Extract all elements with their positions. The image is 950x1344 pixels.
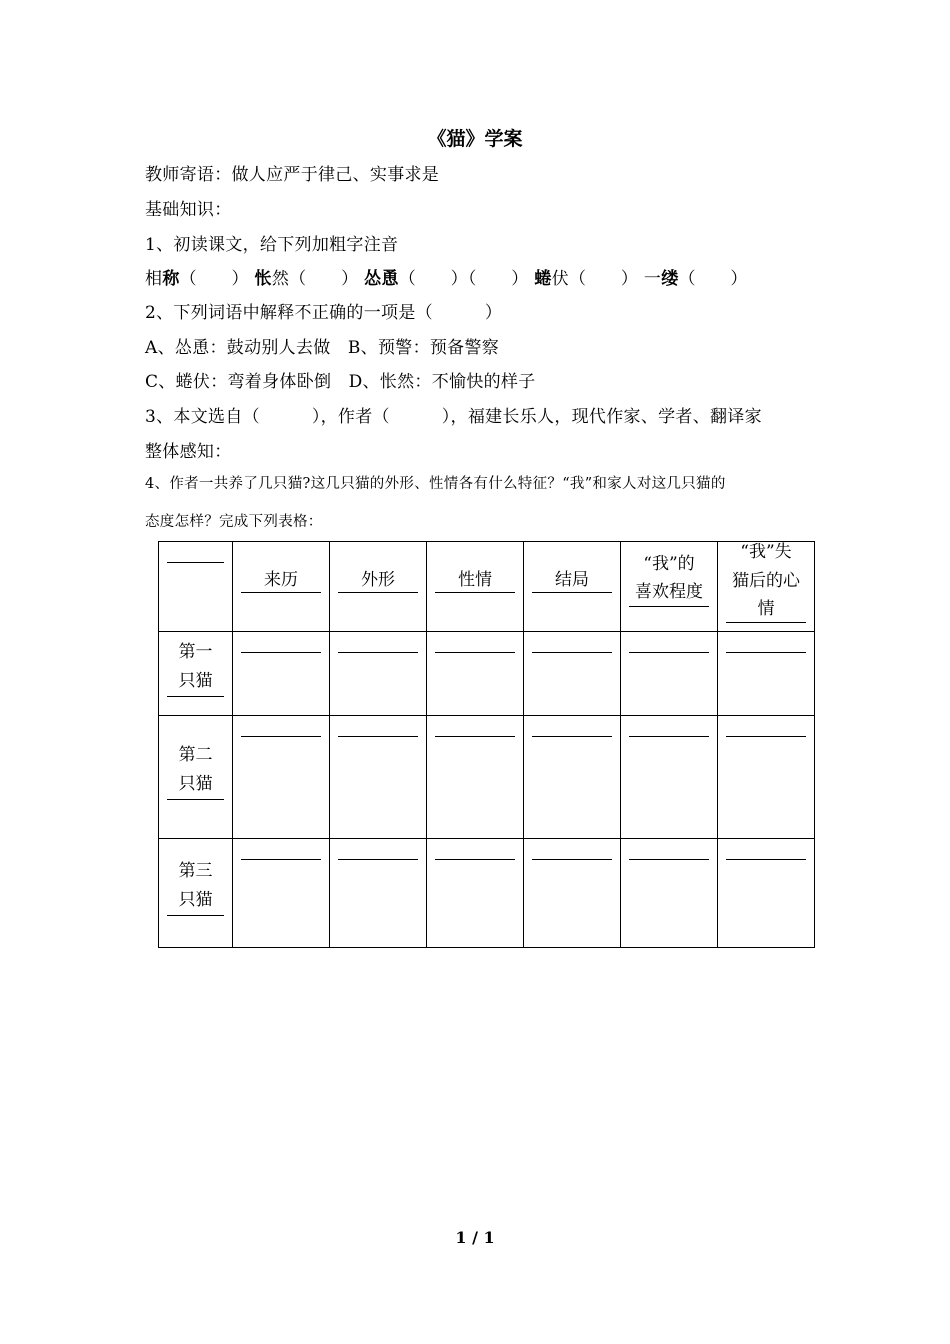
- bold-char: 怂恿: [364, 269, 399, 289]
- section-basic-heading: 基础知识：: [145, 200, 232, 220]
- table-row: [159, 632, 815, 716]
- item-prefix: 相: [145, 269, 163, 289]
- answer-cell[interactable]: [427, 839, 524, 948]
- answer-cell[interactable]: [524, 632, 621, 716]
- pinyin-blank: （ ）: [568, 269, 639, 289]
- page-title: 《猫》学案: [427, 128, 523, 150]
- answer-cell[interactable]: [718, 632, 815, 716]
- question-2-options-cd: C、蜷伏：弯着身体卧倒 D、怅然：不愉快的样子: [145, 372, 536, 392]
- row-label-cat-1: 第一 只猫: [159, 632, 233, 716]
- question-4-line-2: 态度怎样？完成下列表格：: [145, 514, 323, 530]
- pinyin-blank: （ ）: [398, 269, 468, 289]
- page-number: 1 / 1: [455, 1228, 495, 1247]
- row-label-cat-3: 第三 只猫: [159, 839, 233, 948]
- question-1: 1、初读课文，给下列加粗字注音: [145, 235, 399, 255]
- pinyin-blank: （ ）: [179, 269, 249, 289]
- answer-cell[interactable]: [233, 632, 330, 716]
- bold-char: 怅: [254, 269, 272, 289]
- answer-cell[interactable]: [427, 716, 524, 839]
- question-2: 2、下列词语中解释不正确的一项是（ ）: [145, 303, 503, 323]
- question-1-items: [145, 264, 748, 289]
- item-prefix: 一: [643, 269, 662, 289]
- header-feeling-after-loss: “我”失 猫后的心 情: [718, 542, 815, 632]
- table-header-row: [159, 542, 815, 632]
- answer-cell[interactable]: [233, 716, 330, 839]
- pinyin-blank: （ ）: [467, 269, 529, 289]
- question-2-options-ab: A、怂恿：鼓动别人去做 B、预警：预备警察: [145, 338, 500, 358]
- answer-cell[interactable]: [233, 839, 330, 948]
- bold-char: 缕: [661, 269, 679, 289]
- question-3: 3、本文选自（ ），作者（ ），福建长乐人，现代作家、学者、翻译家: [145, 407, 762, 427]
- section-overall-heading: 整体感知：: [145, 442, 232, 462]
- answer-cell[interactable]: [718, 839, 815, 948]
- answer-cell[interactable]: [621, 716, 718, 839]
- item-suffix: 伏: [551, 269, 569, 289]
- bold-char: 称: [162, 269, 180, 289]
- header-ending: 结局: [524, 542, 621, 632]
- answer-cell[interactable]: [524, 839, 621, 948]
- answer-cell[interactable]: [524, 716, 621, 839]
- table-row: [159, 839, 815, 948]
- answer-cell[interactable]: [330, 716, 427, 839]
- header-temperament: 性情: [427, 542, 524, 632]
- answer-cell[interactable]: [718, 716, 815, 839]
- pinyin-blank: （ ）: [678, 269, 748, 289]
- header-origin: 来历: [233, 542, 330, 632]
- answer-cell[interactable]: [621, 839, 718, 948]
- item-suffix: 然: [271, 269, 290, 289]
- header-like-level: “我”的 喜欢程度: [621, 542, 718, 632]
- answer-cell[interactable]: [330, 632, 427, 716]
- header-appearance: 外形: [330, 542, 427, 632]
- answer-cell[interactable]: [330, 839, 427, 948]
- teacher-motto: 教师寄语：做人应严于律己、实事求是: [145, 165, 440, 185]
- pinyin-blank: （ ）: [289, 269, 359, 289]
- bold-char: 蜷: [534, 269, 552, 289]
- answer-cell[interactable]: [427, 632, 524, 716]
- question-4-line-1: 4、作者一共养了几只猫?这几只猫的外形、性情各有什么特征？“我”和家人对这几只猫的: [145, 476, 726, 492]
- corner-cell: [159, 542, 233, 632]
- answer-cell[interactable]: [621, 632, 718, 716]
- table-row: [159, 716, 815, 839]
- row-label-cat-2: 第二 只猫: [159, 716, 233, 839]
- cat-comparison-table: [158, 541, 815, 948]
